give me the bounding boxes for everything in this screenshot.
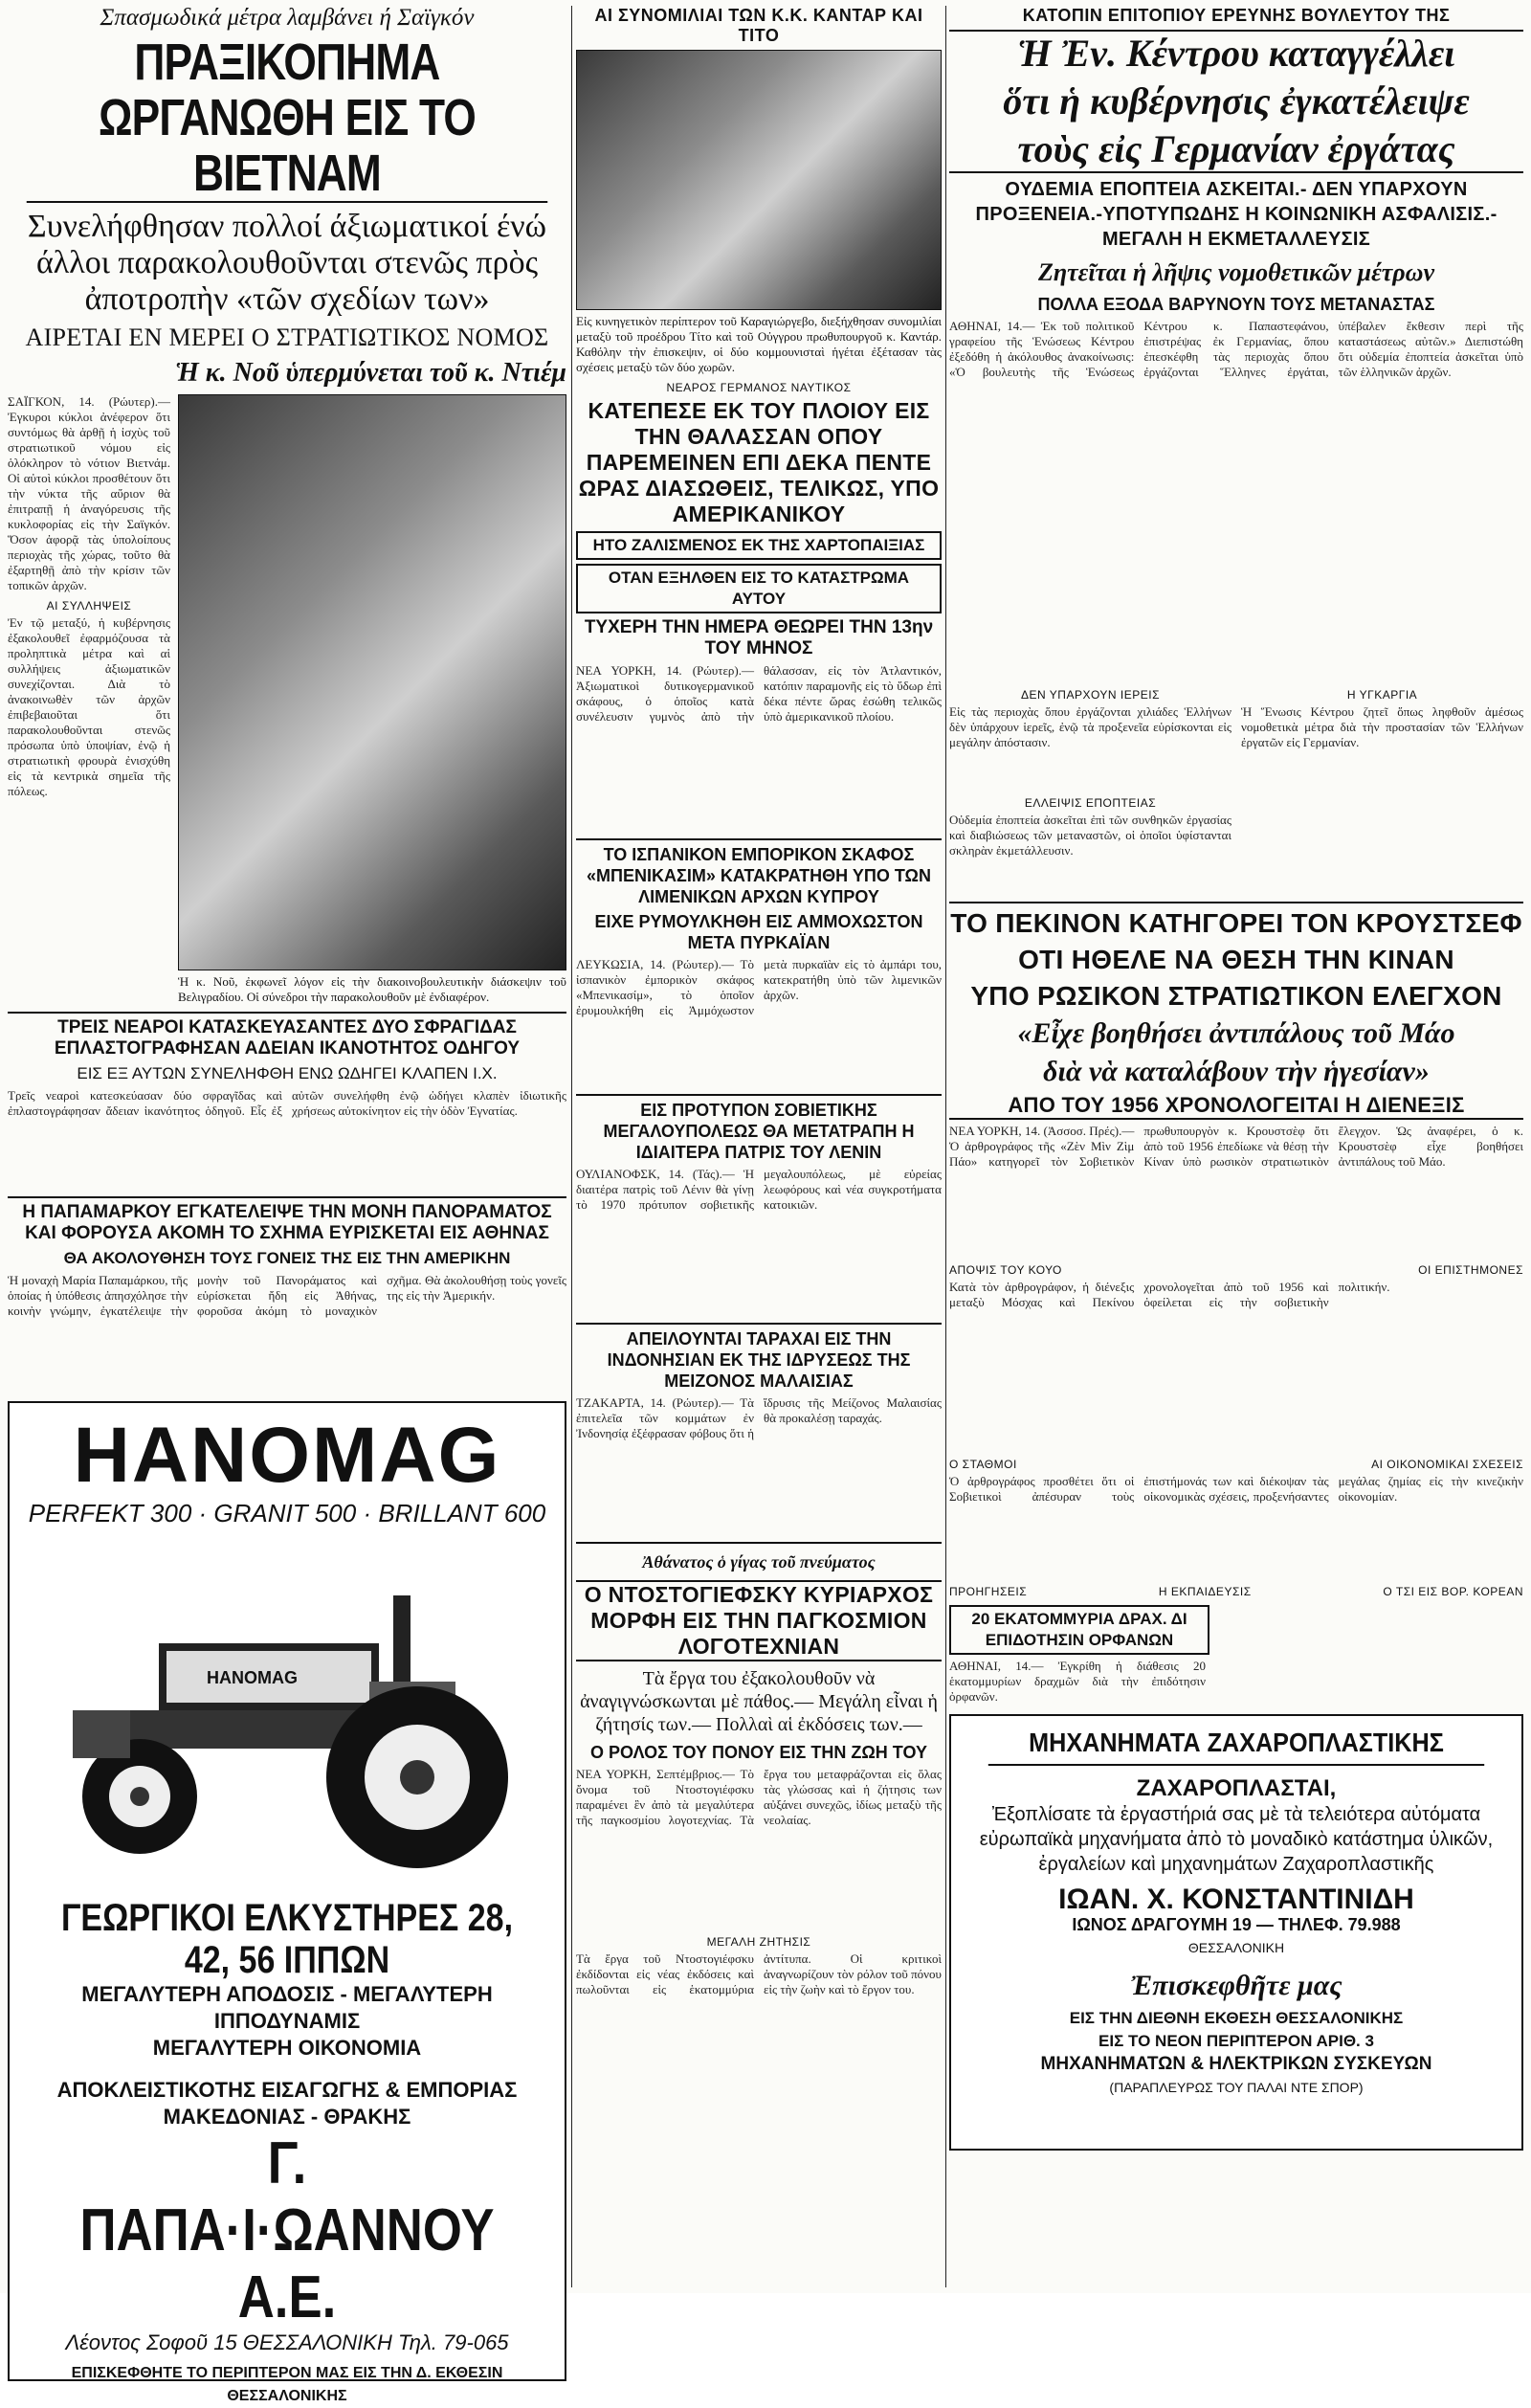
section-head: Ο ΤΣΙ ΕΙΣ ΒΟΡ. ΚΟΡΕΑΝ <box>1383 1585 1523 1598</box>
section-heads-row <box>949 1452 1523 1474</box>
section-head: ΝΕΑΡΟΣ ΓΕΡΜΑΝΟΣ ΝΑΥΤΙΚΟΣ <box>666 381 852 394</box>
subheadline: ΑΙΡΕΤΑΙ ΕΝ ΜΕΡΕΙ Ο ΣΤΡΑΤΙΩΤΙΚΟΣ ΝΟΜΟΣ <box>25 323 549 351</box>
tractor-logo-text: HANOMAG <box>207 1668 298 1687</box>
article-body: Κατὰ τὸν ἀρθρογράφον, ἡ διένεξις μεταξὺ Μόσχας καὶ Πεκίνου χρονολογεῖται ἀπὸ τοῦ 1956 καὶ ὀφείλεται εἰς τὴν σοβιετικὴν πολιτικήν. <box>949 1280 1390 1309</box>
kicker: Ἀθάνατος ὁ γίγας τοῦ πνεύματος <box>642 1552 876 1572</box>
story-headline: ΟΤΙ ΗΘΕΛΕ ΝΑ ΘΕΣΗ ΤΗΝ ΚΙΝΑΝ <box>1018 945 1454 974</box>
deck: διὰ νὰ καταλάβουν τὴν ἡγεσίαν» <box>1043 1056 1430 1087</box>
story-headline: ΥΠΟ ΡΩΣΙΚΟΝ ΣΤΡΑΤΙΩΤΙΚΟΝ ΕΛΕΓΧΟΝ <box>970 981 1502 1011</box>
column-rule <box>945 6 946 2287</box>
tractor-illustration <box>15 1538 551 1883</box>
article-body: ΝΕΑ ΥΟΡΚΗ, 14. (Ἀσσοσ. Πρές).— Ὁ ἀρθρογράφος τῆς «Ζὲν Μὶν Ζὶμ Πάο» κατηγορεῖ τὸν Σοβιετικὸν πρωθυπουργὸν κ. Κρουστσὲφ ὅτι ἀπὸ τοῦ 1956 ἐπεδίωκε νὰ θέσῃ τὴν Κίναν ὑπὸ ρωσικὸν στρατιωτικὸν ἔλεγχον. Ὡς ἀναφέρει, ὁ κ. Κρουστσὲφ εἶχε βοηθήσει ἀντιπάλους τοῦ Μάο. <box>949 1124 1523 1169</box>
section-head: ΠΡΟΗΓΗΣΕΙΣ <box>949 1585 1028 1598</box>
ad-footer: ΕΠΙΣΚΕΦΘΗΤΕ ΤΟ ΠΕΡΙΠΤΕΡΟΝ ΜΑΣ ΕΙΣ ΤΗΝ Δ. ΕΚΘΕΣΙΝ ΘΕΣΣΑΛΟΝΙΚΗΣ <box>71 2365 503 2404</box>
deck: «Εἶχε βοηθήσει ἀντιπάλους τοῦ Μάο <box>1017 1017 1455 1049</box>
hanomag-advertisement <box>8 1401 566 2404</box>
section-head: ΕΛΛΕΙΨΙΣ ΕΠΟΠΤΕΙΑΣ <box>1024 796 1157 810</box>
article-body: ΣΑΪΓΚΟΝ, 14. (Ρώυτερ).— Ἐγκυροι κύκλοι ἀνέφερον ὅτι συντόμως θὰ ἀρθῇ ἡ ἰσχὺς τοῦ στρατιωτικοῦ νόμου εἰς ὁλόκληρον τὸ νότιον Βιετνάμ. Οἱ αὐτοὶ κύκλοι προσθέτουν ὅτι τὴν νύκτα τῆς αὔριον θὰ ἐπιτραπῇ ἡ ἀναγόρευσις τῆς κυκλοφορίας εἰς τὴν Σαϊγκόν. Ὅσον ἀφορᾷ τὰς ὑπολοίπους περιοχὰς τῆς χώρας, τοῦτο θὰ ἐξαρτηθῇ ἀπὸ τὴν κρίσιν τῶν τοπικῶν ἀρχῶν. <box>8 394 170 592</box>
story-headline: ΤΡΕΙΣ ΝΕΑΡΟΙ ΚΑΤΑΣΚΕΥΑΣΑΝΤΕΣ ΔΥΟ ΣΦΡΑΓΙΔΑΣ ΕΠΛΑΣΤΟΓΡΑΦΗΣΑΝ ΑΔΕΙΑΝ ΙΚΑΝΟΤΗΤΟΣ ΟΔΗΓΟΥ <box>54 1017 521 1059</box>
section-head: ΑΙ ΣΥΛΛΗΨΕΙΣ <box>46 599 132 613</box>
photo-mme-nhu <box>178 394 566 970</box>
article-body: ΝΕΑ ΥΟΡΚΗ, 14. (Ρώυτερ).— Ἀξιωματικοὶ δυτικογερμανικοῦ σκάφους, ὁ ὁποῖος κατὰ συνέλευσιν γυμνὸς ἀπὸ τὴν θάλασσαν, εἰς τὸν Ἀτλαντικόν, κατόπιν παραμονῆς εἰς τὸ ὕδωρ ἐπὶ δέκα πέντε ὥρας ἐσώθη τελικῶς ὑπὸ ἀμερικανικοῦ πλοίου. <box>576 663 942 724</box>
rule <box>949 902 1523 903</box>
deck: Τὰ ἔργα του ἐξακολουθοῦν νὰ ἀναγιγνώσκωνται μὲ πάθος.— Μεγάλη εἶναι ἡ ζήτησίς των.— Πολλαὶ αἱ ἐκδόσεις των.— <box>580 1668 938 1735</box>
article-body: Ἐν τῷ μεταξύ, ἡ κυβέρνησις ἐξακολουθεῖ ἐφαρμόζουσα τὰ προληπτικὰ μέτρα καὶ αἱ συλλήψεις ἀξιωματικῶν συνεχίζονται. Διὰ τὸ ἀνακοινωθὲν τῶν ἀρχῶν ἐπιβεβαιοῦται ὅτι παρακολουθοῦνται στενῶς πρόσωπα ὑπὸ ὑποψίαν, ἐνῷ ἡ στρατιωτικὴ φρουρὰ ἐνισχύθη εἰς τὰ κεντρικὰ σημεῖα τῆς πόλεως. <box>8 615 170 798</box>
rule <box>576 1542 942 1544</box>
ad-line: ΜΕΓΑΛΥΤΕΡΗ ΟΙΚΟΝΟΜΙΑ <box>152 2036 422 2060</box>
story-headline: ΚΑΤΕΠΕΣΕ ΕΚ ΤΟΥ ΠΛΟΙΟΥ ΕΙΣ ΤΗΝ ΘΑΛΑΣΣΑΝ ΟΠΟΥ ΠΑΡΕΜΕΙΝΕΝ ΕΠΙ ΔΕΚΑ ΠΕΝΤΕ ΩΡΑΣ ΔΙΑΣΩΘΕΙΣ, ΤΕΛΙΚΩΣ, ΥΠΟ ΑΜΕΡΙΚΑΝΙΚΟΥ <box>578 398 940 526</box>
photo-block <box>178 394 566 1009</box>
section-head: ΜΕΓΑΛΗ ΖΗΤΗΣΙΣ <box>706 1935 811 1949</box>
story-subheadline: Ο ΡΟΛΟΣ ΤΟΥ ΠΟΝΟΥ ΕΙΣ ΤΗΝ ΖΩΗ ΤΟΥ <box>590 1743 927 1762</box>
ad-headline: ΜΗΧΑΝΗΜΑΤΑ ΖΑΧΑΡΟΠΛΑΣΤΙΚΗΣ <box>988 1722 1484 1766</box>
article-body: Ἡ Ἕνωσις Κέντρου ζητεῖ ὅπως ληφθοῦν ἀμέσως νομοθετικὰ μέτρα διὰ τὴν προστασίαν τῶν Ἑλλήνων ἐργατῶν εἰς Γερμανίαν. <box>1241 704 1523 749</box>
article-body: ΤΖΑΚΑΡΤΑ, 14. (Ρώυτερ).— Τὰ ἐπιτελεῖα τῶν κομμάτων ἐν Ἰνδονησίᾳ ἐξέφρασαν φόβους ὅτι ἡ ἵδρυσις τῆς Μείζονος Μαλαισίας θὰ προκαλέσῃ ταραχάς. <box>576 1395 942 1440</box>
ad-visit: Ἐπισκεφθῆτε μας <box>1130 1970 1342 2001</box>
ad-line: ΖΑΧΑΡΟΠΛΑΣΤΑΙ, <box>1136 1775 1337 1801</box>
article-body: ΑΘΗΝΑΙ, 14.— Ἐκ τοῦ πολιτικοῦ γραφείου τῆς Ἑνώσεως Κέντρου ἐξεδόθη ἡ ἀκόλουθος ἀνακοίνωσις: «Ὁ βουλευτὴς τῆς Ἑνώσεως Κέντρου κ. Παπαστεφάνου, ἐπιστρέψας ἐκ Γερμανίας, ὅπου ἐπεσκέφθη τὰς περιοχὰς ὅπου ἐργάζονται Ἕλληνες ἐργάται, ὑπέβαλεν ἔκθεσιν περὶ τῆς καταστάσεως αὐτῶν.» Διεπιστώθη ὅτι οὐδεμία ἐποπτεία ἀσκεῖται ὑπὸ τῶν ἑλληνικῶν ἀρχῶν. <box>949 319 1523 379</box>
rule <box>576 838 942 840</box>
ad-company-name: ΙΩΑΝ. Χ. ΚΟΝΣΤΑΝΤΙΝΙΔΗ <box>1058 1884 1414 1915</box>
kicker: Σπασμωδικά μέτρα λαμβάνει ή Σαϊγκόν <box>100 5 475 31</box>
story-headline: ΑΠΕΙΛΟΥΝΤΑΙ ΤΑΡΑΧΑΙ ΕΙΣ ΤΗΝ ΙΝΔΟΝΗΣΙΑΝ ΕΚ ΤΗΣ ΙΔΡΥΣΕΩΣ ΤΗΣ ΜΕΙΖΟΝΟΣ ΜΑΛΑΙΣΙΑΣ <box>607 1329 911 1391</box>
article-body: Ἡ μοναχὴ Μαρία Παπαμάρκου, τῆς ὁποίας ἡ ὑπόθεσις ἀπησχόλησε τὴν κοινὴν γνώμην, ἐγκατέλειψε τὴν μονὴν τοῦ Πανοράματος καὶ εὑρίσκεται ἤδη εἰς Ἀθήνας, φοροῦσα ἀκόμη τὸ μοναχικὸν σχῆμα. Θὰ ἀκολουθήσῃ τοὺς γονεῖς της εἰς τὴν Ἀμερικήν. <box>8 1273 566 1318</box>
main-headline: ΠΡΑΞΙΚΟΠΗΜΑ ΩΡΓΑΝΩΘΗ ΕΙΣ ΤΟ ΒΙΕΤΝΑΜ <box>27 34 547 203</box>
story-headline: 20 ΕΚΑΤΟΜΜΥΡΙΑ ΔΡΑΧ. ΔΙ ΕΠΙΔΟΤΗΣΙΝ ΟΡΦΑΝΩΝ <box>949 1605 1209 1655</box>
section-heads-row <box>949 1258 1523 1280</box>
ad-address: ΙΩΝΟΣ ΔΡΑΓΟΥΜΗ 19 — ΤΗΛΕΦ. 79.988 <box>1072 1915 1401 1934</box>
headline-line: τοὺς εἰς Γερμανίαν ἐργάτας <box>949 127 1523 173</box>
kicker: ΑΙ ΣΥΝΟΜΙΛΙΑΙ ΤΩΝ Κ.Κ. ΚΑΝΤΑΡ ΚΑΙ ΤΙΤΟ <box>594 6 923 45</box>
photo-caption: Εἰς κυνηγετικὸν περίπτερον τοῦ Καραγιώργεβο, διεξήχθησαν συνομιλίαι μεταξὺ τοῦ προέδρου Τίτο καὶ τοῦ Οὐγγρου πρωθυπουργοῦ κ. Καντάρ. Καθόλην τὴν ἐπισκεψιν, οἱ δύο κομμουνισταὶ ἡγέται ἐξέτασαν τὰς σχέσεις μεταξὺ τῶν δύο χωρῶν. <box>576 314 942 374</box>
section-head: Ο ΣΤΑΘΜΟΙ <box>949 1458 1017 1471</box>
column-middle <box>576 0 942 2293</box>
section-head: ΑΠΟΨΙΣ ΤΟΥ ΚΟΥΟ <box>949 1263 1062 1277</box>
rule <box>8 1196 566 1198</box>
subheadline: Ἡ κ. Νοῦ ὑπερμύνεται τοῦ κ. Ντιέμ <box>175 358 566 388</box>
ad-line: ΜΕΓΑΛΥΤΕΡΗ ΑΠΟΔΟΣΙΣ - ΜΕΓΑΛΥΤΕΡΗ ΙΠΠΟΔΥΝΑΜΙΣ <box>81 1982 493 2033</box>
column-rule <box>571 6 572 2287</box>
subheadline: ΑΠΟ ΤΟΥ 1956 ΧΡΟΝΟΛΟΓΕΙΤΑΙ Η ΔΙΕΝΕΞΙΣ <box>949 1093 1523 1120</box>
story-subheadline: ΤΥΧΕΡΗ ΤΗΝ ΗΜΕΡΑ ΘΕΩΡΕΙ ΤΗΝ 13ην ΤΟΥ ΜΗΝΟΣ <box>584 617 934 658</box>
article-body: ΑΘΗΝΑΙ, 14.— Ἐγκρίθη ἡ διάθεσις 20 ἑκατομμυρίων δραχμῶν διὰ τὴν ἐπιδότησιν ὀρφανῶν. <box>949 1659 1206 1704</box>
ad-city: ΘΕΣΣΑΛΟΝΙΚΗ <box>1187 1940 1285 1955</box>
story-headline: ΤΟ ΠΕΚΙΝΟΝ ΚΑΤΗΓΟΡΕΙ ΤΟΝ ΚΡΟΥΣΤΣΕΦ <box>950 908 1522 938</box>
ad-models: PERFEKT 300 · GRANIT 500 · BRILLANT 600 <box>28 1499 546 1527</box>
article-body: ΟΥΛΙΑΝΟΦΣΚ, 14. (Τάς).— Ἡ διαιτέρα πατρὶς τοῦ Λένιν θὰ γίνῃ τὸ 1970 πρότυπον σοβιετικῆς μεγαλουπόλεως, μὲ εὐρείας λεωφόρους καὶ νέα συγκροτήματα κατοικιῶν. <box>576 1167 942 1212</box>
story-headline: Η ΠΑΠΑΜΑΡΚΟΥ ΕΓΚΑΤΕΛΕΙΨΕ ΤΗΝ ΜΟΝΗ ΠΑΝΟΡΑΜΑΤΟΣ ΚΑΙ ΦΟΡΟΥΣΑ ΑΚΟΜΗ ΤΟ ΣΧΗΜΑ ΕΥΡΙΣΚΕΤΑΙ ΕΙΣ ΑΘΗΝΑΣ <box>22 1202 552 1243</box>
ad-line: ΜΑΚΕΔΟΝΙΑΣ - ΘΡΑΚΗΣ <box>163 2105 411 2129</box>
story-subheadline: ΘΑ ΑΚΟΛΟΥΘΗΣΗ ΤΟΥΣ ΓΟΝΕΙΣ ΤΗΣ ΕΙΣ ΤΗΝ ΑΜΕΡΙΚΗΝ <box>63 1249 511 1267</box>
section-head: ΑΙ ΟΙΚΟΝΟΜΙΚΑΙ ΣΧΕΣΕΙΣ <box>1371 1458 1523 1471</box>
subheadline: ΠΟΛΛΑ ΕΞΟΔΑ ΒΑΡΥΝΟΥΝ ΤΟΥΣ ΜΕΤΑΝΑΣΤΑΣ <box>1037 295 1435 314</box>
rule <box>576 1094 942 1096</box>
kicker: ΚΑΤΟΠΙΝ ΕΠΙΤΟΠΙΟΥ ΕΡΕΥΝΗΣ ΒΟΥΛΕΥΤΟΥ ΤΗΣ <box>1022 6 1451 25</box>
ad-brand: HANOMAG <box>73 1412 501 1499</box>
article-body: ΝΕΑ ΥΟΡΚΗ, Σεπτέμβριος.— Τὸ ὄνομα τοῦ Ντοστογιέφσκυ παραμένει ἓν ἀπὸ τὰ μεγαλύτερα τῆς παγκοσμίου λογοτεχνίας. Τὰ ἔργα του μεταφράζονται εἰς ὅλας τὰς γλώσσας καὶ ἡ ζήτησις των αὐξάνει συνεχῶς, ἰδίως μεταξὺ τῆς νεολαίας. <box>576 1767 942 1827</box>
ad-address: Λέοντος Σοφοῦ 15 ΘΕΣΣΑΛΟΝΙΚΗ Τηλ. 79-065 <box>65 2330 509 2354</box>
ad-line: (ΠΑΡΑΠΛΕΥΡΩΣ ΤΟΥ ΠΑΛΑΙ ΝΤΕ ΣΠΟΡ) <box>1109 2080 1364 2095</box>
section-head: ΔΕΝ ΥΠΑΡΧΟΥΝ ΙΕΡΕΙΣ <box>1020 688 1161 702</box>
ad-line: ΕΙΣ ΤΗΝ ΔΙΕΘΝΗ ΕΚΘΕΣΗ ΘΕΣΣΑΛΟΝΙΚΗΣ <box>1069 2009 1404 2027</box>
ad-tagline: ΓΕΩΡΓΙΚΟΙ ΕΛΚΥΣΤΗΡΕΣ 28, 42, 56 ΙΠΠΩΝ <box>60 1897 514 1981</box>
subheadline: Ζητεῖται ἡ λῆψις νομοθετικῶν μέτρων <box>1037 258 1435 286</box>
story-subheadline: ΗΤΟ ΖΑΛΙΣΜΕΝΟΣ ΕΚ ΤΗΣ ΧΑΡΤΟΠΑΙΞΙΑΣ <box>576 531 942 560</box>
ad-company-name: Γ. ΠΑΠΑ·Ι·ΩΑΝΝΟΥ Α.Ε. <box>79 2130 495 2330</box>
section-heads-row <box>949 1579 1523 1601</box>
article-body: Εἰς τὰς περιοχὰς ὅπου ἐργάζονται χιλιάδες Ἑλλήνων δὲν ὑπάρχουν ἱερεῖς, ἐνῷ τὰ προξενεῖα εὑρίσκονται εἰς μεγάλην ἀπόστασιν. <box>949 704 1231 749</box>
article-body: ΛΕΥΚΩΣΙΑ, 14. (Ρώυτερ).— Τὸ ἰσπανικὸν ἐμπορικὸν σκάφος «Μπενικασίμ», τὸ ὁποῖον ἐρυμουλκήθη εἰς Ἀμμόχωστον μετὰ πυρκαϊὰν εἰς τὸ ἀμπάρι του, κατεκρατήθη ὑπὸ τῶν λιμενικῶν ἀρχῶν. <box>576 957 942 1017</box>
article-text-block <box>8 394 170 1009</box>
photo-caption: Ἡ κ. Νοῦ, ἐκφωνεῖ λόγον εἰς τὴν διακοινοβουλευτικὴν διάσκεψιν τοῦ Βελιγραδίου. Οἱ σύνεδροι τὴν παρακολουθοῦν μὲ ἐνδιαφέρον. <box>178 974 566 1004</box>
story-headline: ΕΙΣ ΠΡΟΤΥΠΟΝ ΣΟΒΙΕΤΙΚΗΣ ΜΕΓΑΛΟΥΠΟΛΕΩΣ ΘΑ ΜΕΤΑΤΡΑΠΗ Η ΙΔΙΑΙΤΕΡΑ ΠΑΤΡΙΣ ΤΟΥ ΛΕΝΙΝ <box>603 1101 915 1162</box>
headline-line: ὅτι ἡ κυβέρνησις ἐγκατέλειψε <box>1003 79 1470 123</box>
column-left <box>8 0 566 2404</box>
headline-line: Ἡ Ἐν. Κέντρου καταγγέλλει <box>949 30 1523 76</box>
front-wheel-hub <box>130 1787 149 1806</box>
confectionery-advertisement <box>949 1714 1523 2151</box>
deck: Συνελήφθησαν πολλοί άξιωματικοί ένώ άλλοι παρακολουθοῦνται στενῶς πρὸς ἀποτροπὴν «τῶν σχεδίων των» <box>27 209 547 317</box>
rule <box>576 1323 942 1325</box>
section-row <box>949 682 1523 899</box>
tractor-grille <box>73 1710 130 1758</box>
article-body: Τὰ ἔργα τοῦ Ντοστογιέφσκυ ἐκδίδονται εἰς νέας ἐκδόσεις καὶ πωλοῦνται εἰς ἑκατομμύρια ἀντίτυπα. Οἱ κριτικοὶ ἀναγνωρίζουν τὸν ρόλον τοῦ πόνου εἰς τὴν ζωὴν καὶ τὸ ἔργον του. <box>576 1951 942 1996</box>
article-body: Τρεῖς νεαροὶ κατεσκεύασαν δύο σφραγῖδας καὶ ἐπλαστογράφησαν ἄδειαν ἱκανότητος ὁδηγοῦ. Εἷς ἐξ αὐτῶν συνελήφθη ἐνῷ ὡδήγει κλαπὲν ἰδιωτικῆς χρήσεως αὐτοκίνητον εἰς τὴν ὁδὸν Ἐγνατίας. <box>8 1088 566 1118</box>
story-subheadline: ΕΙΣ ΕΞ ΑΥΤΩΝ ΣΥΝΕΛΗΦΘΗ ΕΝΩ ΩΔΗΓΕΙ ΚΛΑΠΕΝ Ι.Χ. <box>77 1064 498 1082</box>
section-head: Η ΥΓΚΑΡΓΙΑ <box>1346 688 1418 702</box>
story-headline: ΤΟ ΙΣΠΑΝΙΚΟΝ ΕΜΠΟΡΙΚΟΝ ΣΚΑΦΟΣ «ΜΠΕΝΙΚΑΣΙΜ» ΚΑΤΑΚΡΑΤΗΘΗ ΥΠΟ ΤΩΝ ΛΙΜΕΝΙΚΩΝ ΑΡΧΩΝ ΚΥΠΡΟΥ <box>587 845 931 906</box>
photo-kadar-tito <box>576 50 942 310</box>
story-subheadline: ΕΙΧΕ ΡΥΜΟΥΛΚΗΘΗ ΕΙΣ ΑΜΜΟΧΩΣΤΟΝ ΜΕΤΑ ΠΥΡΚΑΪΑΝ <box>594 912 923 952</box>
column-right <box>949 0 1523 2293</box>
rule <box>8 1012 566 1014</box>
subheadline: ΟΥΔΕΜΙΑ ΕΠΟΠΤΕΙΑ ΑΣΚΕΙΤΑΙ.- ΔΕΝ ΥΠΑΡΧΟΥΝ ΠΡΟΞΕΝΕΙΑ.-ΥΠΟΤΥΠΩΔΗΣ Η ΚΟΙΝΩΝΙΚΗ ΑΣΦΑΛΙΣΙΣ.- ΜΕΓΑΛΗ Η ΕΚΜΕΤΑΛΛΕΥΣΙΣ <box>975 179 1498 250</box>
ad-line: ΜΗΧΑΝΗΜΑΤΩΝ & ΗΛΕΚΤΡΙΚΩΝ ΣΥΣΚΕΥΩΝ <box>1040 2054 1432 2074</box>
article-body: Οὐδεμία ἐποπτεία ἀσκεῖται ἐπὶ τῶν συνθηκῶν ἐργασίας καὶ διαβιώσεως τῶν μεταναστῶν, οἱ ὁποῖοι ὑφίστανται σκληρὰν ἐκμετάλλευσιν. <box>949 813 1231 858</box>
section-head: Η ΕΚΠΑΙΔΕΥΣΙΣ <box>1158 1585 1252 1598</box>
article-body: Ὁ ἀρθρογράφος προσθέτει ὅτι οἱ Σοβιετικοὶ ἀπέσυραν τοὺς ἐπιστήμονάς των καὶ διέκοψαν τὰς οἰκονομικὰς σχέσεις, προξενήσαντες μεγάλας ζημίας εἰς τὴν κινεζικὴν οἰκονομίαν. <box>949 1474 1523 1504</box>
ad-line: ΑΠΟΚΛΕΙΣΤΙΚΟΤΗΣ ΕΙΣΑΓΩΓΗΣ & ΕΜΠΟΡΙΑΣ <box>56 2078 518 2102</box>
ad-line: Ἐξοπλίσατε τὰ ἐργαστήριά σας μὲ τὰ τελειότερα αὐτόματα εὐρωπαϊκὰ μηχανήματα ἀπὸ τὸ μοναδικὸ κατάστημα ὑλικῶν, ἐργαλείων καὶ μηχανημάτων Ζαχαροπλαστικῆς <box>979 1804 1494 1875</box>
rear-wheel-hub <box>400 1760 434 1795</box>
story-headline: Ο ΝΤΟΣΤΟΓΙΕΦΣΚΥ ΚΥΡΙΑΡΧΟΣ ΜΟΡΦΗ ΕΙΣ ΤΗΝ ΠΑΓΚΟΣΜΙΟΝ ΛΟΓΟΤΕΧΝΙΑΝ <box>576 1580 942 1661</box>
story-subheadline: ΟΤΑΝ ΕΞΗΛΘΕΝ ΕΙΣ ΤΟ ΚΑΤΑΣΤΡΩΜΑ ΑΥΤΟΥ <box>576 564 942 613</box>
section-head: ΟΙ ΕΠΙΣΤΗΜΟΝΕΣ <box>1418 1263 1523 1277</box>
ad-line: ΕΙΣ ΤΟ ΝΕΟΝ ΠΕΡΙΠΤΕΡΟΝ ΑΡΙΘ. 3 <box>1098 2032 1374 2050</box>
